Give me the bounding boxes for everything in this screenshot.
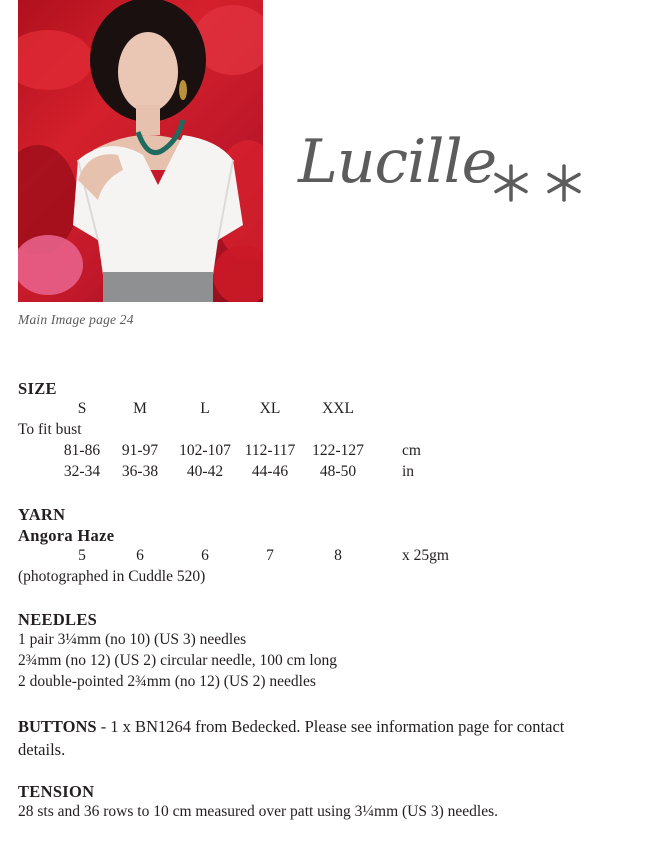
buttons-paragraph bbox=[18, 715, 578, 761]
yarn-heading: YARN bbox=[18, 505, 66, 524]
tension-text: 28 sts and 36 rows to 10 cm measured over patt using 3¼mm (US 3) needles. bbox=[18, 803, 498, 820]
yarn-unit: x 25gm bbox=[402, 547, 449, 564]
bust-cm-value: 122-127 bbox=[312, 442, 364, 459]
fit-label: To fit bust bbox=[18, 421, 82, 438]
yarn-quantity: 5 bbox=[78, 547, 86, 564]
in-unit: in bbox=[402, 463, 415, 480]
bust-cm-value: 102-107 bbox=[179, 442, 231, 459]
cm-unit: cm bbox=[402, 442, 421, 459]
yarn-quantity: 6 bbox=[201, 547, 209, 564]
bust-cm-value: 112-117 bbox=[244, 442, 296, 459]
yarn-quantity: 6 bbox=[136, 547, 144, 564]
bust-in-value: 48-50 bbox=[319, 463, 357, 480]
buttons-heading: BUTTONS bbox=[18, 717, 97, 736]
size-label: L bbox=[200, 400, 210, 417]
yarn-name: Angora Haze bbox=[18, 526, 115, 545]
bust-in-value: 40-42 bbox=[186, 463, 224, 480]
needle-line: 1 pair 3¼mm (no 10) (US 3) needles bbox=[18, 631, 247, 648]
yarn-quantity: 8 bbox=[334, 547, 342, 564]
pattern-title: Lucille bbox=[298, 127, 497, 197]
needle-line: 2 double-pointed 2¾mm (no 12) (US 2) needles bbox=[18, 673, 316, 690]
tension-heading: TENSION bbox=[18, 782, 95, 801]
model-photo bbox=[18, 0, 263, 302]
size-label: XL bbox=[259, 400, 281, 417]
asterisk-icon bbox=[549, 166, 579, 200]
difficulty-rating bbox=[492, 160, 584, 206]
bust-in-value: 44-46 bbox=[251, 463, 289, 480]
yarn-quantity: 7 bbox=[266, 547, 274, 564]
size-label: XXL bbox=[322, 400, 354, 417]
size-label: M bbox=[133, 400, 147, 417]
bust-in-value: 36-38 bbox=[121, 463, 159, 480]
bust-in-value: 32-34 bbox=[63, 463, 101, 480]
asterisk-icon bbox=[496, 166, 526, 200]
size-label: S bbox=[77, 400, 87, 417]
needle-line: 2¾mm (no 12) (US 2) circular needle, 100 cm long bbox=[18, 652, 337, 669]
bust-cm-value: 81-86 bbox=[63, 442, 101, 459]
yarn-note: (photographed in Cuddle 520) bbox=[18, 568, 206, 585]
image-caption: Main Image page 24 bbox=[18, 312, 134, 327]
bust-cm-value: 91-97 bbox=[121, 442, 159, 459]
buttons-text: - 1 x BN1264 from Bedecked. Please see information page for contact details. bbox=[18, 717, 565, 759]
needles-heading: NEEDLES bbox=[18, 610, 98, 629]
size-heading: SIZE bbox=[18, 379, 57, 398]
